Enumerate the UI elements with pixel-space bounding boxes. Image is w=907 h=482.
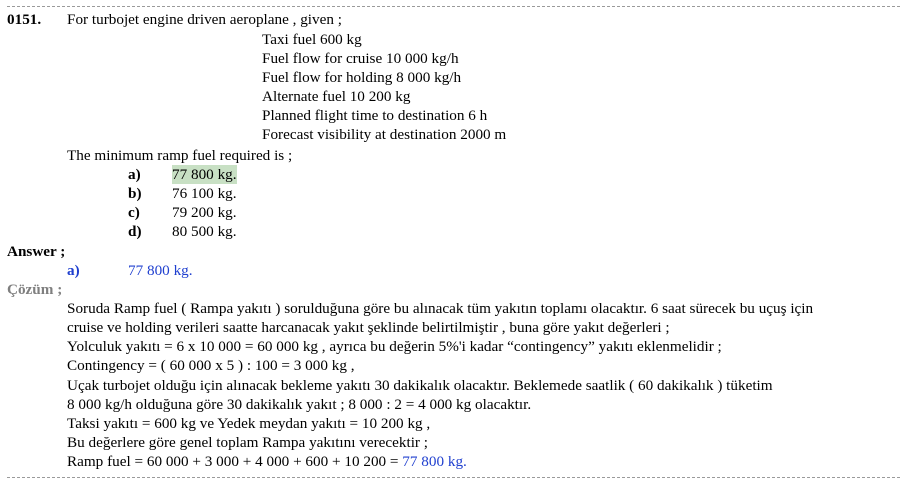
solution-final-value: 77 800 kg. bbox=[402, 453, 467, 470]
solution-line: cruise ve holding verileri saatte harcanacak yakıt şeklinde belirtilmiştir , buna göre yakıt değerleri ; bbox=[67, 319, 670, 336]
solution-final-line bbox=[67, 452, 467, 471]
solution-line: Bu değerlere göre genel toplam Rampa yakıtını verecektir ; bbox=[67, 434, 428, 451]
given-item: Fuel flow for holding 8 000 kg/h bbox=[262, 69, 462, 86]
given-item: Fuel flow for cruise 10 000 kg/h bbox=[262, 50, 459, 67]
solution-line: Yolculuk yakıtı = 6 x 10 000 = 60 000 kg , ayrıca bu değerin 5%'i kadar “contingency” yakıtı eklenmelidir ; bbox=[67, 338, 722, 355]
question-prompt: The minimum ramp fuel required is ; bbox=[67, 147, 293, 164]
solution-line: 8 000 kg/h olduğuna göre 30 dakikalık yakıt ; 8 000 : 2 = 4 000 kg olacaktır. bbox=[67, 396, 532, 413]
option-text: 76 100 kg. bbox=[172, 185, 237, 202]
solution-line: Soruda Ramp fuel ( Rampa yakıtı ) sorulduğuna göre bu alınacak tüm yakıtın toplamı olacaktır. 6 saat sürecek bu uçuş için bbox=[67, 300, 814, 317]
option-label: d) bbox=[128, 223, 142, 240]
option-label: a) bbox=[128, 166, 141, 183]
option-text: 79 200 kg. bbox=[172, 204, 237, 221]
solution-line: Taksi yakıtı = 600 kg ve Yedek meydan yakıtı = 10 200 kg , bbox=[67, 415, 431, 432]
option-text: 80 500 kg. bbox=[172, 223, 237, 240]
given-item: Forecast visibility at destination 2000 m bbox=[262, 126, 507, 143]
solution-final-formula: Ramp fuel = 60 000 + 3 000 + 4 000 + 600 + 10 200 = bbox=[67, 453, 403, 470]
answer-heading: Answer ; bbox=[7, 243, 66, 260]
question-stem: For turbojet engine driven aeroplane , given ; bbox=[67, 11, 342, 28]
option-text-highlighted: 77 800 kg. bbox=[172, 166, 237, 183]
solution-line: Uçak turbojet olduğu için alınacak bekleme yakıtı 30 dakikalık olacaktır. Beklemede saatlik ( 60 dakikalık ) tüketim bbox=[67, 377, 773, 394]
top-divider bbox=[7, 6, 900, 7]
answer-value: 77 800 kg. bbox=[128, 262, 193, 279]
option-label: c) bbox=[128, 204, 140, 221]
option-label: b) bbox=[128, 185, 142, 202]
question-number: 0151. bbox=[7, 11, 42, 28]
given-item: Alternate fuel 10 200 kg bbox=[262, 88, 411, 105]
solution-line: Contingency = ( 60 000 x 5 ) : 100 = 3 000 kg , bbox=[67, 357, 355, 374]
solution-heading: Çözüm ; bbox=[7, 281, 63, 298]
given-item: Planned flight time to destination 6 h bbox=[262, 107, 488, 124]
bottom-divider bbox=[7, 477, 900, 478]
answer-label: a) bbox=[67, 262, 80, 279]
given-item: Taxi fuel 600 kg bbox=[262, 31, 362, 48]
